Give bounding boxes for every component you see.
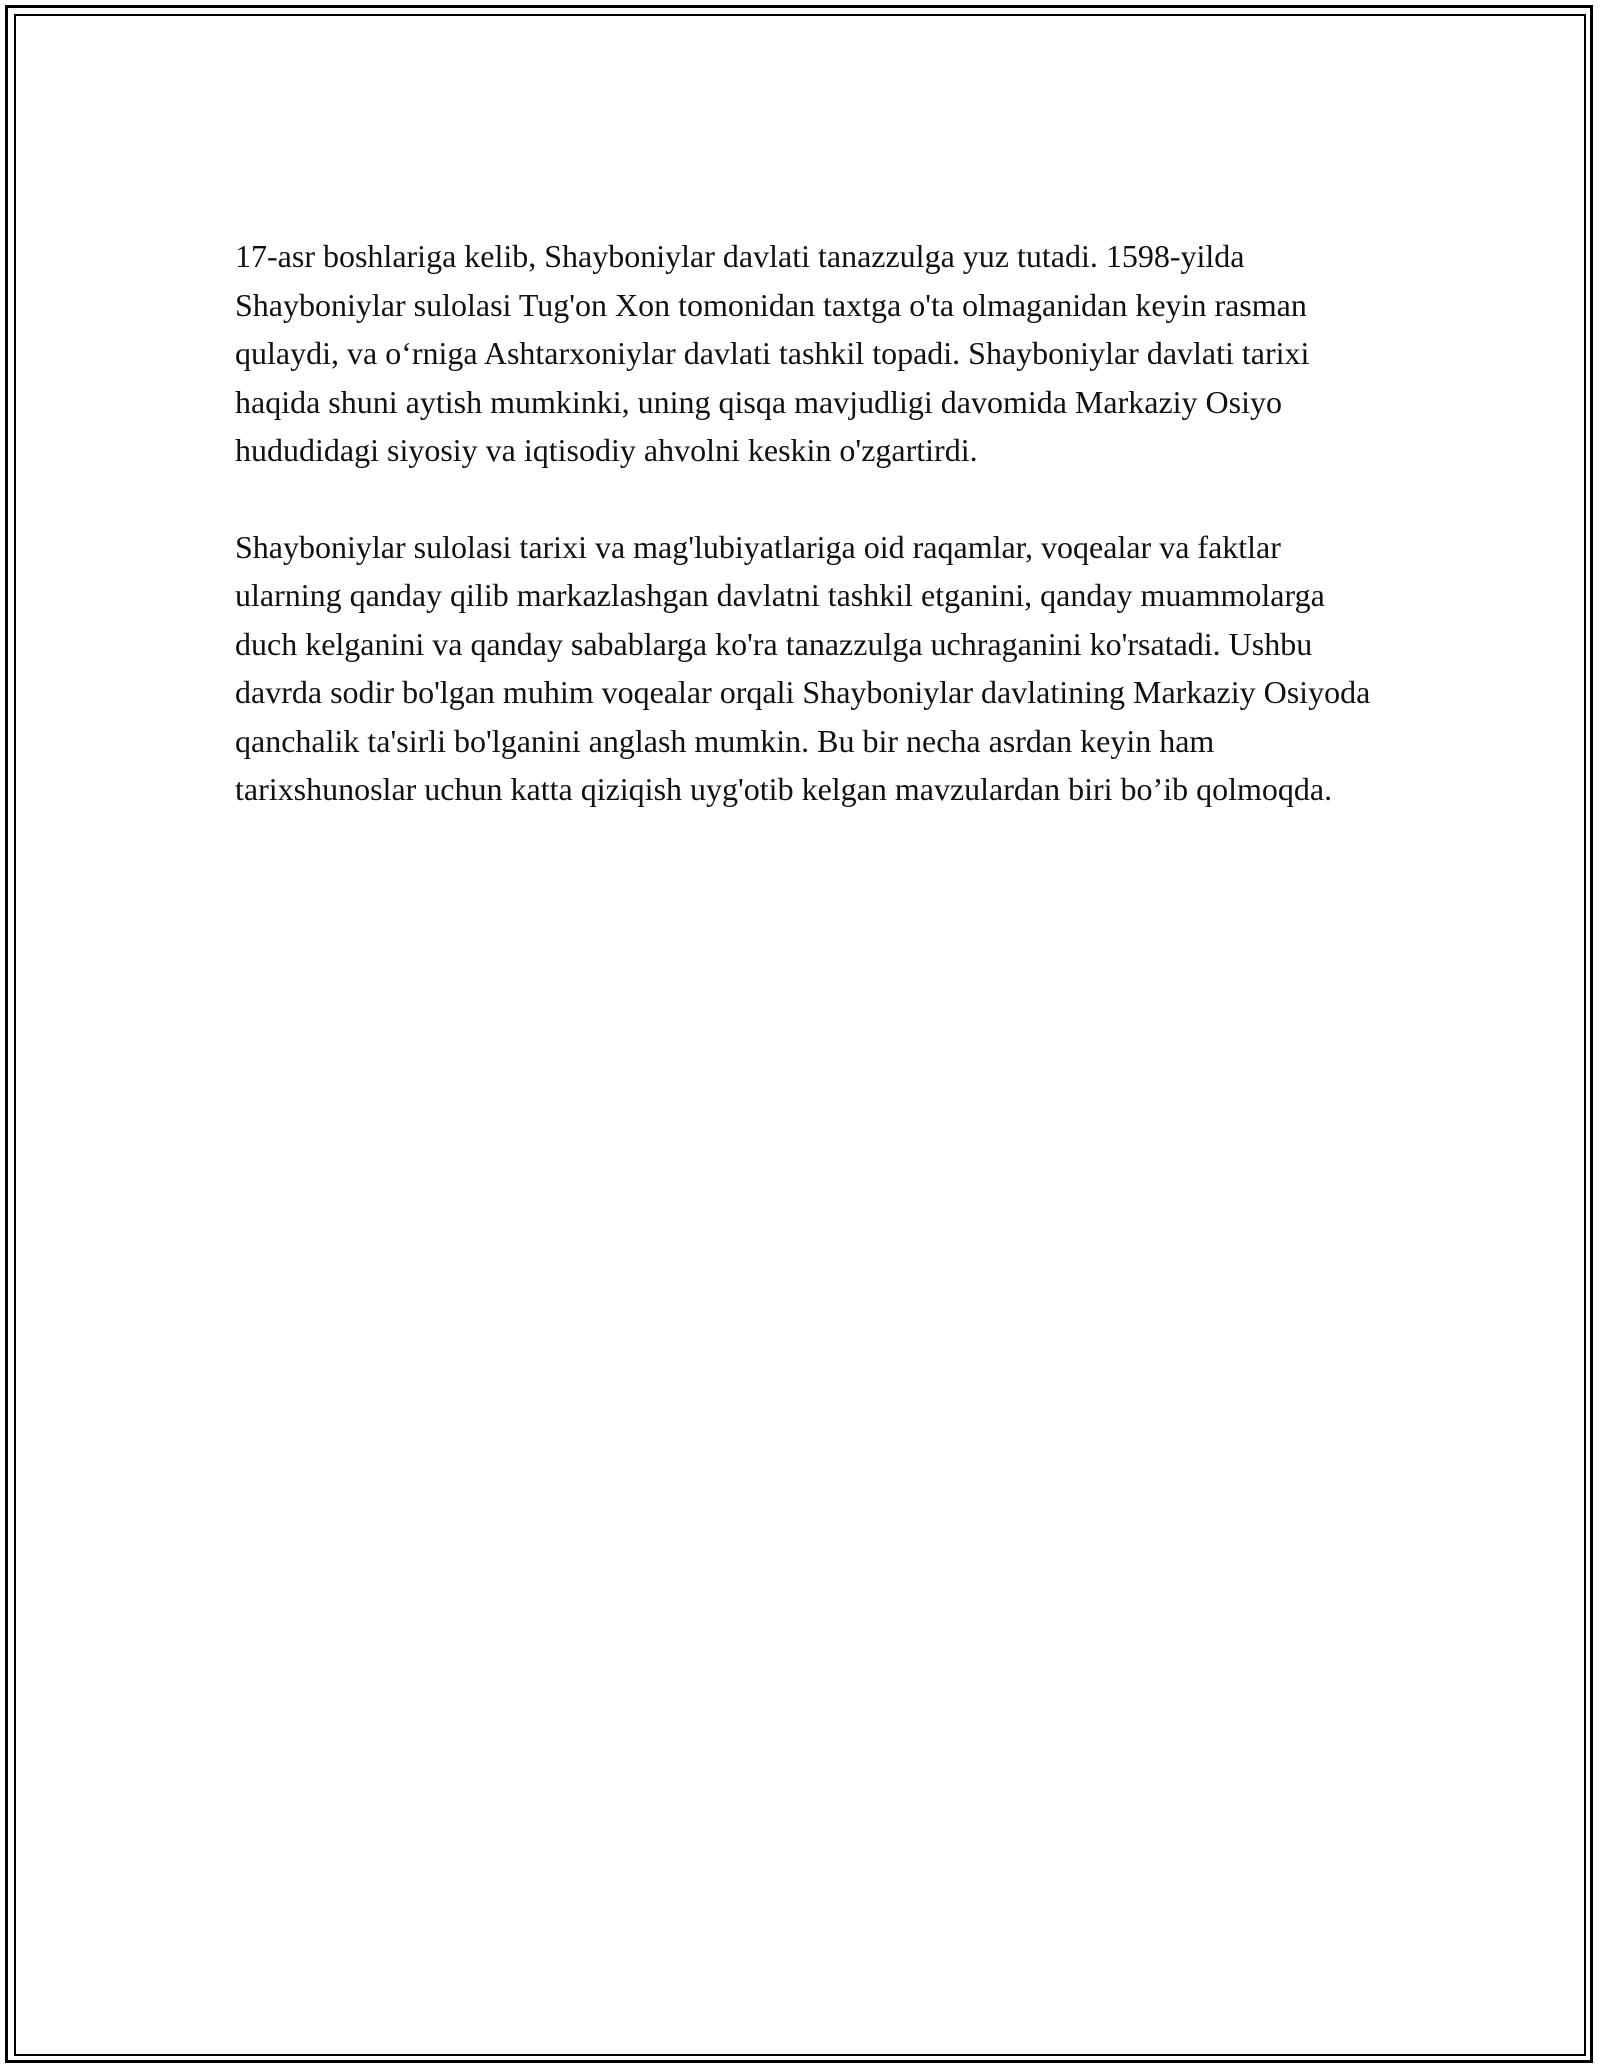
paragraph-2: Shayboniylar sulolasi tarixi va mag'lubiyatlariga oid raqamlar, voqealar va faktlar ularning qanday qilib markazlashgan davlatni tashkil etganini, qanday muammolarga duch kelganini va qanday sabablarga ko'ra tanazzulga uchraganini ko'rsatadi. Ushbu davrda sodir bo'lgan muhim voqealar orqali Shayboniylar davlatining Markaziy Osiyoda qanchalik ta'sirli bo'lganini anglash mumkin. Bu bir necha asrdan keyin ham tarixshunoslar uchun katta qiziqish uyg'otib kelgan mavzulardan biri bo’ib qolmoqda. [235, 528, 1371, 807]
paragraph-1: 17-asr boshlariga kelib, Shayboniylar davlati tanazzulga yuz tutadi. 1598-yilda Shayboniylar sulolasi Tug'on Xon tomonidan taxtga o'ta olmaganidan keyin rasman qulaydi, va o‘rniga Ashtarxoniylar davlati tashkil topadi. Shayboniylar davlati tarixi haqida shuni aytish mumkinki, uning qisqa mavjudligi davomida Markaziy Osiyo hududidagi siyosiy va iqtisodiy ahvolni keskin o'zgartirdi. [235, 238, 1310, 468]
document-body [235, 232, 1375, 814]
